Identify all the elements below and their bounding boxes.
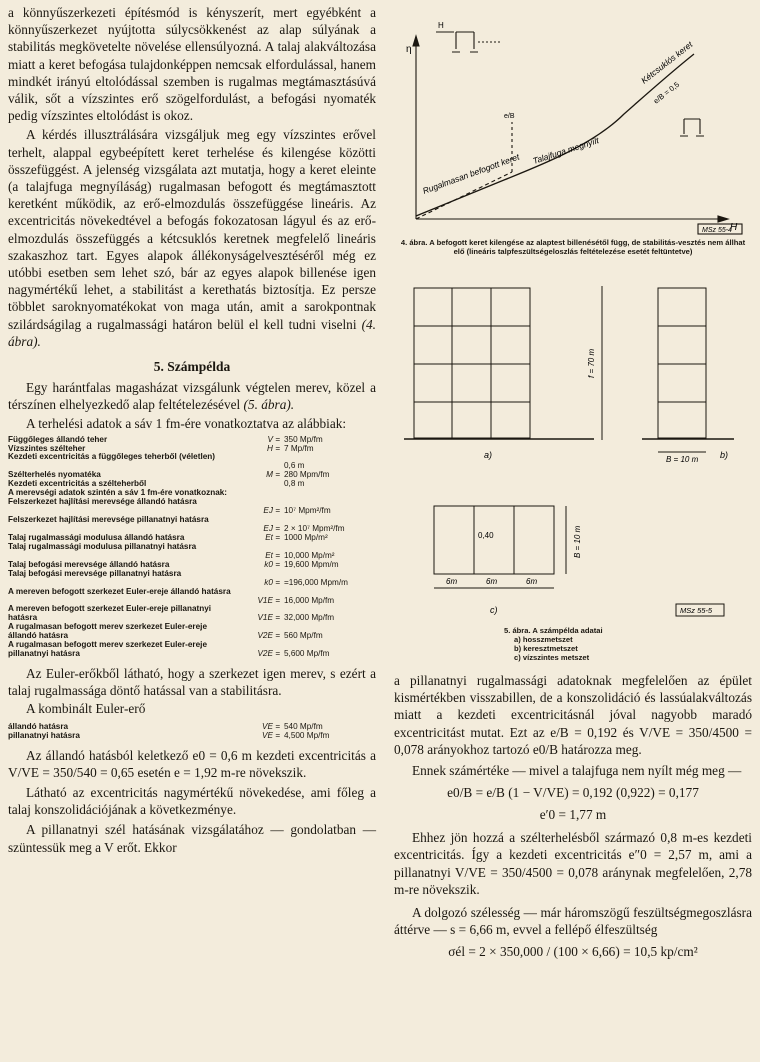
- figure-4-caption: 4. ábra. A befogott keret kilengése az alaptest billenésétől függ, de stabilitás-vesztés nem állhat elő (lineáris talpfeszültségeloszlás feltételezése esetét feltüntetve): [400, 238, 746, 256]
- list-item: A mereven befogott szerkezet Euler-ereje pillanatnyi hatásra V1E = 32,000 Mp/fm: [8, 604, 335, 623]
- formula: e0/B = e/B (1 − V/VE) = 0,192 (0,922) = 0,177: [447, 785, 699, 801]
- y-axis-arrow: [413, 36, 419, 46]
- figure-5-diagram: [394, 268, 752, 648]
- hinge-label: Kétcsuklós keret: [639, 39, 695, 86]
- span-label: 6m: [446, 577, 458, 586]
- paragraph: A pillanatnyi szél hatásának vizsgálatához — gondolatban — szüntessük meg a V erőt. Ekkor: [8, 822, 376, 855]
- paragraph: a könnyűszerkezeti építésmód is kényszerít, mert egyébként a könnyűszerkezet nyújtotta súlycsökkenést az alap súlyának a stabilitás megkövetelte növelése ellensúlyozná. A talaj alakváltozása miatt a keret befogása tulajdonképpen nemcsak elfordulással, hanem mindkét irányú eltolódással szemben is rugalmas megtámasztásúvá válik, sőt a vízszintes erő szögelfordulást, a befogási nyomaték pedig vízszintes eltolódást is okoz.: [8, 5, 376, 124]
- list-item: pillanatnyi hatásra VE = 4,500 Mp/fm: [8, 730, 330, 740]
- rigid-label: Rugalmasan befogott keret: [421, 151, 521, 196]
- building-a: [414, 288, 530, 438]
- paragraph: A terhelési adatok a sáv 1 fm-ére vonatkoztatva az alábbiak:: [26, 416, 347, 432]
- plan-c: [434, 506, 554, 574]
- paragraph: Egy harántfalas magasházat vizsgálunk végtelen merev, közel a térszínen elhelyezkedő alap feltételezésével (5. ábra).: [8, 380, 376, 413]
- list-item: Talaj befogási merevsége pillanatnyi hatásra k0 = =196,000 Mpm/m: [8, 568, 348, 587]
- figure-4-diagram: [394, 4, 752, 236]
- frame-icon: [452, 32, 478, 52]
- span-label: 6m: [486, 577, 498, 586]
- plan-width-label: B = 10 m: [573, 525, 582, 558]
- y-axis-label: η: [406, 44, 412, 55]
- load-data-list: [8, 436, 376, 660]
- x-axis-arrow: [718, 216, 728, 222]
- euler-data-list: [8, 723, 376, 741]
- hinge-frame-icon: [680, 119, 704, 136]
- offset-label: 0,40: [478, 531, 494, 540]
- mark-label: e/B: [504, 113, 515, 120]
- list-item: állandó hatásra VE = 540 Mp/fm: [8, 721, 323, 731]
- list-item: Talaj rugalmassági modulusa állandó hatásra Et = 1000 Mp/m²: [8, 532, 328, 542]
- code-label: MSz 55-5: [680, 606, 713, 615]
- list-item: Kezdeti excentricitás a függőleges teherből (véletlen) 0,6 m: [8, 452, 305, 471]
- width-label: B = 10 m: [666, 455, 699, 464]
- height-label: f = 70 m: [587, 348, 596, 378]
- list-item: A merevségi adatok szintén a sáv 1 fm-ére vonatkoznak:: [8, 488, 228, 498]
- sub-a-label: a): [484, 450, 493, 460]
- left-column: [8, 4, 376, 856]
- list-item: Talaj befogási merevsége állandó hatásra k0 = 19,600 Mpm/m: [8, 559, 339, 569]
- right-column: [394, 4, 752, 966]
- ratio-label: e/B = 0,5: [651, 79, 682, 106]
- list-item: Szélterhelés nyomatéka M = 280 Mpm/fm: [8, 470, 330, 480]
- paragraph: A kombinált Euler-erő: [26, 700, 146, 716]
- figure-5-caption: 5. ábra. A számpélda adatai a) hosszmetszet b) keresztmetszet c) vízszintes metszet: [504, 626, 603, 662]
- code-label: MSz 55-4: [702, 227, 732, 234]
- list-item: A rugalmasan befogott merev szerkezet Euler-ereje állandó hatásra V2E = 560 Mp/fm: [8, 622, 323, 641]
- paragraph: Az állandó hatásból keletkező e0 = 0,6 m kezdeti excentricitás a V/VE = 350/540 = 0,65 esetén e = 1,92 m-re növekszik.: [8, 747, 376, 780]
- paragraph: Ehhez jön hozzá a szélterhelésből származó 0,8 m-es kezdeti excentricitás. Így a kezdeti excentricitás e″0 = 2,57 m, ami a pillanatnyi V/VE = 350/4500 = 0,078 aránynak megfelelően, 2,78 m-re növekszik.: [394, 830, 752, 897]
- paragraph: A dolgozó szélesség — már háromszögű feszültségmegoszlásra áttérve — s = 6,66 m, evvel a fellépő élfeszültség: [394, 905, 752, 938]
- span-label: 6m: [526, 577, 538, 586]
- sub-c-label: c): [490, 605, 498, 615]
- sub-b-label: b): [720, 450, 729, 460]
- paragraph: Látható az excentricitás nagymértékű növekedése, ami főleg a talaj konszolidációjának a következménye.: [8, 785, 376, 818]
- list-item: Kezdeti excentricitás a szélteherből 0,8 m: [8, 479, 305, 489]
- list-item: Talaj rugalmassági modulusa pillanatnyi hatásra Et = 10,000 Mp/m²: [8, 541, 335, 560]
- paragraph: A kérdés illusztrálására vizsgáljuk meg egy vízszintes erővel terhelt, alappal egybeépített keret terhelése és kilengése közötti összefüggést. A jelenség vizsgálata azt mutatja, hogy a keret eleinte (a talajfuga megnyíláság) rugalmasan befogott és megtámasztott keretként működik, az erő-elmozdulás összefüggése lineáris. Az excentricitás növekedtével a befogás fokozatosan lágyul és az erő-elmozdulás összefüggés a kétcsuklós keretnek megfelelő lineáris szakaszhoz tart. Egyes alapok állékonyságelvesztéséről még ez utóbbi esetben sem lehet szó, bár az egyes alapok billenése igen nagymértékű lehet, a stabilitást a kerethatás biztosítja. Ez persze többlet saroknyomatékokat von maga után, amit a sarokpontnak szilárdságilag a rugalmassági határon belül el kell tudni viselni (4. ábra).: [8, 127, 377, 349]
- paragraph: Ennek számértéke — mivel a talajfuga nem nyílt még meg —: [412, 763, 742, 779]
- paragraph: Az Euler-erőkből látható, hogy a szerkezet igen merev, s ezért a talaj rugalmassága döntő hatással van a stabilitásra.: [8, 666, 376, 699]
- gap-label: Talajfuga megnyílt: [531, 135, 600, 166]
- paragraph: a pillanatnyi rugalmassági adatoknak megfelelően az épület kismértékben visszabillen, de a konszolidáció és lassúalakváltozás miatt a kezdeti excentricitásnál jóval nagyobb maradó excentricitást mutat. Ezt az e/B = 0,192 és V/VE = 350/4500 = 0,078 arányokhoz tartozó e0/B határozza meg.: [394, 673, 752, 757]
- h-label: H: [438, 21, 444, 30]
- building-b: [658, 288, 706, 438]
- list-item: A mereven befogott szerkezet Euler-ereje állandó hatásra V1E = 16,000 Mp/fm: [8, 586, 335, 605]
- list-item: Felszerkezet hajlítási merevsége pillanatnyi hatásra EJ = 2 × 10⁷ Mpm²/fm: [8, 515, 345, 534]
- list-item: Vízszintes szélteher H = 7 Mp/fm: [8, 443, 314, 453]
- list-item: Felszerkezet hajlítási merevsége állandó hatásra EJ = 10⁷ Mpm²/fm: [8, 497, 331, 516]
- formula: σél = 2 × 350,000 / (100 × 6,66) = 10,5 kp/cm²: [448, 944, 698, 960]
- section-heading: 5. Számpélda: [153, 359, 231, 375]
- formula: e′0 = 1,77 m: [539, 807, 607, 823]
- list-item: A rugalmasan befogott merev szerkezet Euler-ereje pillanatnyi hatásra V2E = 5,600 Mp/fm: [8, 640, 330, 659]
- list-item: Függőleges állandó teher V = 350 Mp/fm: [8, 434, 323, 444]
- x-axis-label: H: [730, 222, 738, 233]
